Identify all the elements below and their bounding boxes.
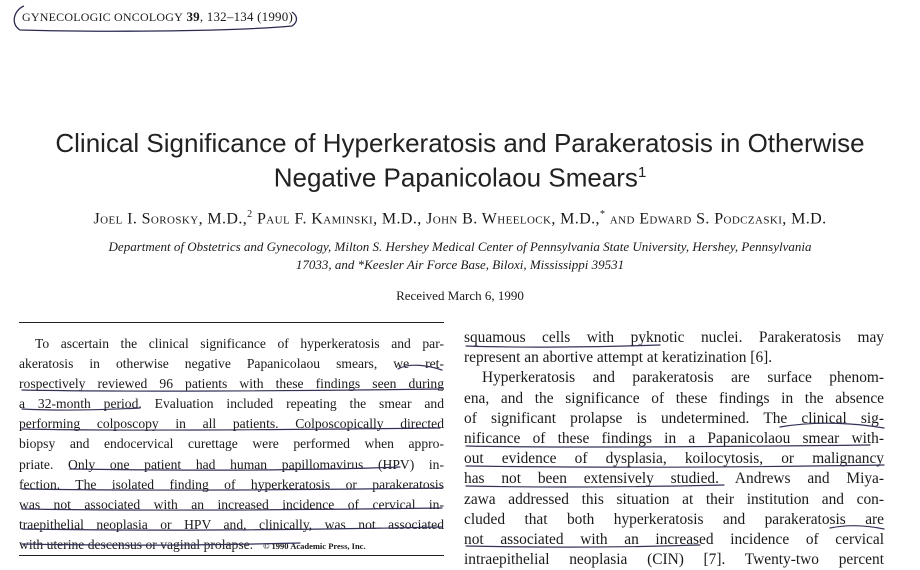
abstract-line: performing colposcopy in all patients. Colposcopically directed: [19, 416, 444, 432]
author-list: [20, 209, 900, 228]
body-line: nificance of these findings in a Papanicolaou smear with-: [464, 430, 884, 448]
journal-name: GYNECOLOGIC ONCOLOGY: [22, 10, 183, 24]
author-2: Paul F. Kaminski, M.D.,: [256, 210, 422, 228]
abstract-line: a 32-month period. Evaluation included repeating the smear and: [19, 396, 444, 412]
article-title: [20, 128, 900, 193]
body-line: squamous cells with pyknotic nuclei. Parakeratosis may: [464, 329, 884, 346]
body-line: intraepithelial neoplasia (CIN) [7]. Twenty-two percent: [464, 551, 884, 569]
body-line: cluded that both hyperkeratosis and parakeratosis are: [464, 510, 884, 528]
abstract-line: rospectively reviewed 96 patients with these findings seen during: [19, 376, 444, 392]
author-1-note: 2: [247, 209, 253, 220]
body-line: ena, and the significance of these findings in the absence: [464, 389, 884, 407]
abstract-line: biopsy and endocervical curettage were performed when appro-: [19, 436, 444, 452]
journal-year: (1990): [257, 9, 293, 24]
body-column: [464, 328, 884, 570]
abstract-line: akeratosis in otherwise negative Papanicolaou smears, we ret-: [19, 356, 444, 372]
abstract-line: fection. The isolated finding of hyperkeratosis or parakeratosis: [19, 476, 444, 492]
author-3-note: *: [599, 209, 606, 220]
abstract-line: priate. Only one patient had human papillomavirus (HPV) in-: [19, 456, 444, 472]
affiliation-line-2: 17033, and *Keesler Air Force Base, Biloxi, Mississippi 39531: [295, 257, 625, 272]
body-line: has not been extensively studied. Andrews and Miya-: [464, 470, 884, 488]
abstract-line: was not associated with an increased incidence of cervical in-: [19, 496, 444, 512]
affiliation: [30, 238, 890, 274]
author-4: and Edward S. Podczaski, M.D.: [609, 210, 827, 228]
body-line: out evidence of dysplasia, koilocytosis, or malignancy: [464, 450, 884, 468]
abstract-line: traepithelial neoplasia or HPV and, clinically, was not associated: [19, 516, 444, 532]
abstract-top-rule: [19, 322, 444, 323]
title-line-2: Negative Papanicolaou Smears: [273, 162, 638, 193]
author-1: Joel I. Sorosky, M.D.,: [93, 210, 248, 228]
abstract-last-line: [19, 535, 444, 556]
author-3: John B. Wheelock, M.D.,: [426, 210, 600, 228]
title-footnote: 1: [637, 164, 647, 181]
body-line: zawa addressed this situation at their institution and con-: [464, 490, 884, 508]
journal-volume: 39: [186, 9, 200, 24]
journal-pages: 132–134: [206, 9, 254, 24]
title-line-1: Clinical Significance of Hyperkeratosis and Parakeratosis in Otherwise: [55, 128, 865, 158]
body-line: not associated with an increased incidence of cervical: [464, 531, 884, 549]
abstract-line: with uterine descensus or vaginal prolapse.: [19, 536, 254, 552]
copyright-notice: © 1990 Academic Press, Inc.: [263, 540, 366, 551]
body-line: Hyperkeratosis and parakeratosis are surface phenom-: [482, 369, 884, 387]
received-date: Received March 6, 1990: [396, 288, 524, 303]
journal-citation: GYNECOLOGIC ONCOLOGY 39, 132–134 (1990): [22, 9, 293, 24]
abstract: [19, 334, 444, 556]
body-line: of significant prolapse is undetermined. The clinical sig-: [464, 409, 884, 427]
abstract-line: To ascertain the clinical significance of hyperkeratosis and par-: [35, 336, 444, 351]
affiliation-line-1: Department of Obstetrics and Gynecology, Milton S. Hershey Medical Center of Pennsylvania State University, Hershey, Pennsylvania: [108, 239, 812, 254]
body-line: represent an abortive attempt at keratizination [6].: [464, 349, 773, 367]
